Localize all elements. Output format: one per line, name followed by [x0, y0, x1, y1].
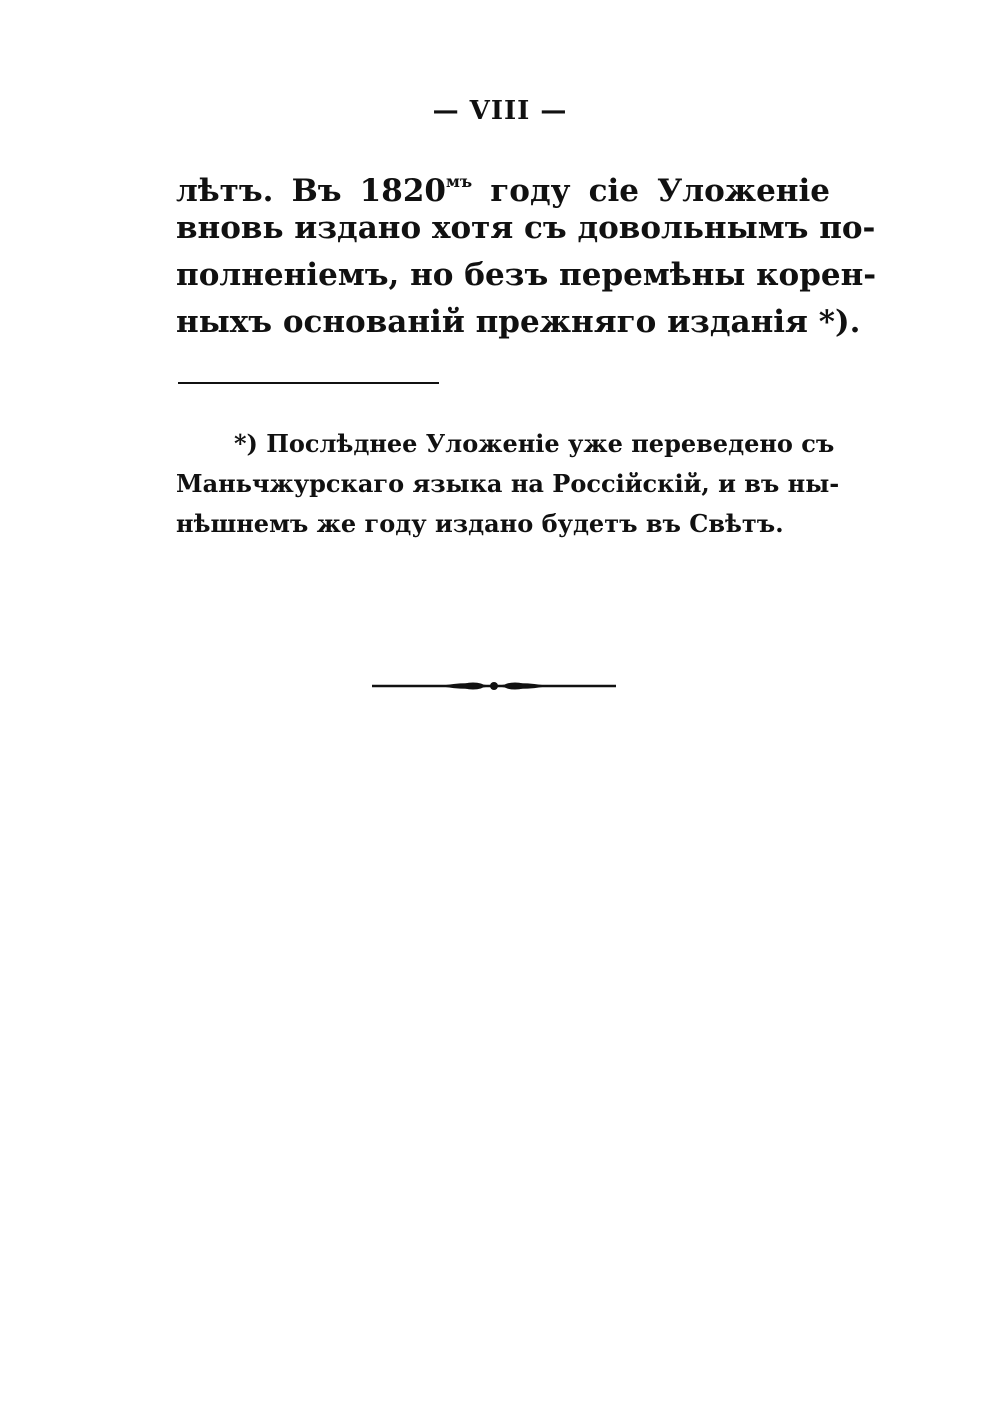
footnote-separator-rule — [178, 382, 439, 384]
tailpiece-ornament-icon — [370, 674, 618, 698]
footnote-block — [176, 424, 840, 544]
footnote-line-2: Маньчжурскаго языка на Россійскій, и въ ны- — [176, 469, 840, 498]
body-line-4: ныхъ основаній прежняго изданія *). — [176, 304, 861, 340]
body-line-1-text-a: лѣтъ. Въ 1820 — [176, 173, 446, 209]
page-number: — VIII — — [432, 96, 568, 126]
body-line-2: вновь издано хотя съ довольнымъ по- — [176, 210, 876, 246]
footnote-line-3: нѣшнемъ же году издано будетъ въ Свѣтъ. — [176, 509, 784, 538]
main-text-block — [176, 158, 877, 346]
body-line-1 — [176, 158, 831, 209]
body-line-1-superscript: мъ — [445, 172, 473, 191]
body-line-3: полненіемъ, но безъ перемѣны корен- — [176, 257, 877, 293]
footnote-line-1: *) Послѣднее Уложеніе уже переведено съ — [234, 429, 835, 458]
body-line-1-text-b: году сіе Уложеніе — [472, 173, 831, 209]
